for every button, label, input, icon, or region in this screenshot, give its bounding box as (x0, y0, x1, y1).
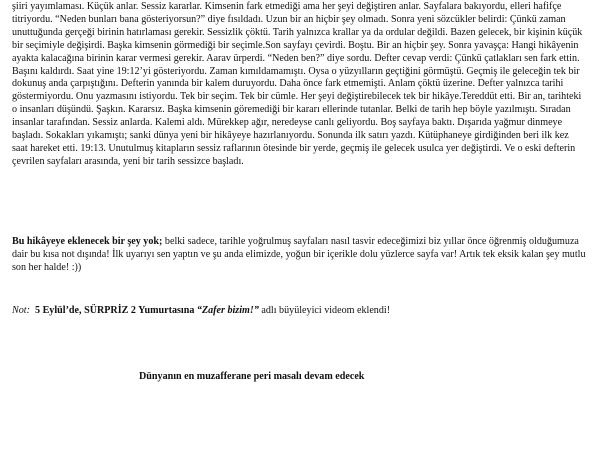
footer-line: Dünyanın en muzafferane peri masalı devam edecek (139, 371, 365, 382)
closing-paragraph (12, 236, 586, 275)
closing-body-text: belki sadece, tarihle yoğrulmuş sayfaları nasıl tasvir edeceğimizi biz yıllar önce öğrenmiş olduğumuza dair bu kısa not dışında! İlk uyarıyı sen yaptın ve şu anda elimizde, yoğun bir içerikle dolu yüzlerce sayfa var! Artık tek eksik kalan şey mutlu son her halde! :)) (12, 236, 586, 273)
note-suffix: adlı büyüleyici videom eklendi! (258, 305, 391, 316)
story-paragraph: şiiri yayımlaması. Küçük anlar. Sessiz kararlar. Kimsenin fark etmediği ama her şeyi değiştiren anlar. Sayfalara bakıyordu, elleri hafifçe titriyordu. “Neden bunları bana gösteriyorsun?” diye fısıldadı. Uzun bir an hiçbir şey olmadı. Sonra yeni sözcükler belirdi: Çünkü zaman unuttuğunda gerçeği birinin hatırlaması gerekir. Sessizlik çöktü. Tarih yalnızca krallar ya da ordular değildi. Bazen gelecek, bir kişinin küçük bir seçimiyle değişirdi. Başka kimsenin görmediği bir seçimle.Son sayfayı çevirdi. Boştu. Bir an hiçbir şey. Sonra yavaşça: Hangi hikâyenin ayakta kalacağına birinin karar vermesi gerekir. Aarav ürperdi. “Neden ben?” diye sordu. Defter cevap verdi: Çünkü çatlakları sen fark ettin. Başını kaldırdı. Saat yine 19:12’yi gösteriyordu. Zaman kımıldamamıştı. Oysa o yüzyılların geçtiğini görmüştü. Geçmiş ile geleceğin tek bir dokunuş anda çarpıştığını. Defterin yanında bir kalem duruyordu. Daha önce fark etmemişti. Anlam çöktü üzerine. Defter yalnızca tarihi göstermiyordu. Onu yazmasını istiyordu. Tek bir seçim. Tek bir cümle. Her şeyi değiştirebilecek tek bir hikâye.Tereddüt etti. Bir an, tarihteki o insanları düşündü. Şaşkın. Kararsız. Başka kimsenin göremediği bir kararı ellerinde tutanlar. Belki de tarih hep böyle yazılmıştı. Sıradan insanlar tarafından. Sessiz anlarda. Kalemi aldı. Mürekkep ağır, neredeyse canlı geliyordu. Boş sayfaya baktı. Dışarıda yağmur dinmeye başladı. Sokakları yıkamıştı; sanki dünya yeni bir hikâyeye hazırlanıyordu. Sonunda ilk satırı yazdı. Kütüphaneye girdiğinden beri ilk kez saat hareket etti. 19:13. Unutulmuş kitapların sessiz raflarının ötesinde bir yerde, geçmiş ile gelecek usulca yer değiştirdi. Ve o eski defterin çevrilen sayfaları arasında, yeni bir tarih sessizce başladı. (12, 1, 583, 167)
note-bold-prefix: 5 Eylül’de, SÜRPRİZ 2 Yumurtasına (35, 305, 197, 316)
closing-lead-text: Bu hikâyeye eklenecek bir şey yok; (12, 236, 163, 247)
note-label: Not: (12, 305, 30, 316)
note-line (12, 304, 586, 317)
note-video-title: “Zafer bizim!” (196, 305, 259, 316)
